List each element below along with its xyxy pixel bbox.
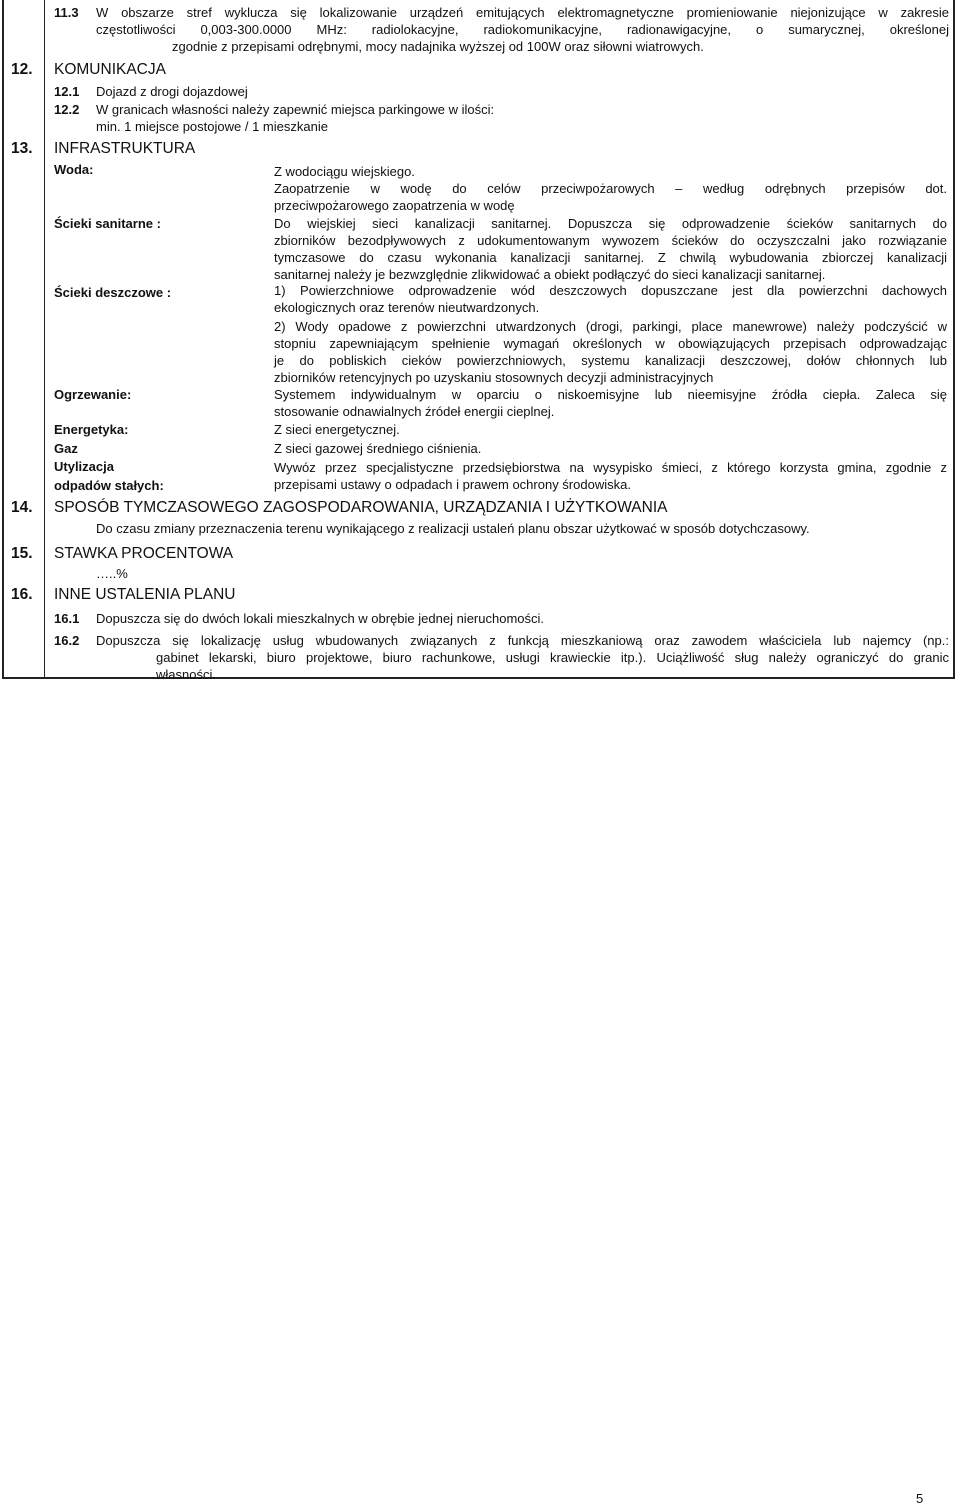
label-utylizacja: Utylizacja [54, 459, 114, 474]
section-title-inne: INNE USTALENIA PLANU [54, 586, 236, 603]
item-12-2-text-2: min. 1 miejsce postojowe / 1 mieszkanie [96, 119, 328, 134]
section-title-sposob: SPOSÓB TYMCZASOWEGO ZAGOSPODAROWANIA, URZĄDZANIA I UŻYTKOWANIA [54, 499, 668, 516]
utylizacja-line-2: przepisami ustawy o odpadach i prawem ochrony środowiska. [274, 477, 631, 492]
sanitarne-line-2: zbiorników bezodpływowych z udokumentowanym wywozem ścieków do oczyszczalni jako rozwiązanie [274, 233, 947, 248]
deszczowe-line-6: zbiorników retencyjnych po uzyskaniu stosownych decyzji administracyjnych [274, 370, 714, 385]
section-title-komunikacja: KOMUNIKACJA [54, 61, 166, 78]
deszczowe-line-1: 1) Powierzchniowe odprowadzenie wód deszczowych dopuszczane jest dla powierzchni dachowych [274, 283, 947, 298]
item-16-2-line-3: własności. [156, 667, 216, 682]
section-title-infrastruktura: INFRASTRUKTURA [54, 140, 196, 157]
deszczowe-line-5: je do pobliskich cieków powierzchniowych, systemu kanalizacji deszczowej, dołów chłonnych lub [274, 353, 947, 368]
item-16-2-line-1: Dopuszcza się lokalizację usług wbudowanych związanych z funkcją mieszkaniową oraz zawodem właściciela lub najemcy (np.: [96, 633, 949, 648]
label-odpadow-stalych: odpadów stałych: [54, 478, 164, 493]
item-number-11-3: 11.3 [54, 5, 79, 20]
deszczowe-line-3: 2) Wody opadowe z powierzchni utwardzonych (drogi, parkingi, place manewrowe) należy podczyścić w [274, 319, 947, 334]
sanitarne-line-1: Do wiejskiej sieci kanalizacji sanitarnej. Dopuszcza się odprowadzenie ścieków sanitarnych do [274, 216, 947, 231]
woda-line-3: przeciwpożarowego zaopatrzenia w wodę [274, 198, 515, 213]
item-number-16-1: 16.1 [54, 611, 80, 626]
woda-line-1: Z wodociągu wiejskiego. [274, 164, 415, 179]
deszczowe-line-2: ekologicznych oraz terenów nieutwardzonych. [274, 300, 540, 315]
section-number-15: 15. [11, 545, 33, 562]
label-ogrzewanie: Ogrzewanie: [54, 387, 132, 402]
section-number-12: 12. [11, 61, 33, 78]
item-number-12-1: 12.1 [54, 84, 80, 99]
stawka-value: …..% [96, 566, 128, 581]
item-number-12-2: 12.2 [54, 102, 80, 117]
sanitarne-line-4: sanitarnej należy je bezwzględnie zlikwidować a obiekt podłączyć do sieci kanalizacji sanitarnej. [274, 267, 826, 282]
section-number-13: 13. [11, 140, 33, 157]
label-woda: Woda: [54, 162, 94, 177]
item-number-16-2: 16.2 [54, 633, 80, 648]
energetyka-text: Z sieci energetycznej. [274, 422, 400, 437]
section-14-text: Do czasu zmiany przeznaczenia terenu wynikającego z realizacji ustaleń planu obszar użytkować w sposób dotychczasowy. [96, 521, 810, 536]
ogrzewanie-line-1: Systemem indywidualnym w oparciu o niskoemisyjne lub nieemisyjne źródła ciepła. Zaleca się [274, 387, 947, 402]
item-11-3-line-2: częstotliwości 0,003-300.0000 MHz: radiolokacyjne, radiokomunikacyjne, radionawigacyjne, o sumarycznej, określonej [96, 22, 949, 37]
item-12-1-text: Dojazd z drogi dojazdowej [96, 84, 248, 99]
utylizacja-line-1: Wywóz przez specjalistyczne przedsiębiorstwa na wysypisko śmieci, z którego korzysta gmina, zgodnie z [274, 460, 947, 475]
ogrzewanie-line-2: stosowanie odnawialnych źródeł energii cieplnej. [274, 404, 555, 419]
item-16-2-line-2: gabinet lekarski, biuro projektowe, biuro rachunkowe, usługi krawieckie itp.). Uciążliwość sług należy ograniczyć do granic [156, 650, 949, 665]
label-gaz: Gaz [54, 441, 78, 456]
column-divider [44, 0, 45, 679]
item-11-3-line-3: zgodnie z przepisami odrębnymi, mocy nadajnika wyższej od 100W oraz siłowni wiatrowych. [172, 39, 704, 54]
item-11-3-line-1: W obszarze stref wyklucza się lokalizowanie urządzeń emitujących elektromagnetyczne promieniowanie niejonizujące w zakresie [96, 5, 949, 20]
section-title-stawka: STAWKA PROCENTOWA [54, 545, 234, 562]
item-16-1-text: Dopuszcza się do dwóch lokali mieszkalnych w obrębie jednej nieruchomości. [96, 611, 544, 626]
page-number: 5 [916, 1491, 924, 1506]
label-scieki-deszczowe: Ścieki deszczowe : [54, 285, 172, 300]
sanitarne-line-3: tymczasowe do czasu wykonania kanalizacji sanitarnej. Z chwilą wybudowania zbiorczej kanalizacji [274, 250, 947, 265]
label-energetyka: Energetyka: [54, 422, 129, 437]
gaz-text: Z sieci gazowej średniego ciśnienia. [274, 441, 482, 456]
label-scieki-sanitarne: Ścieki sanitarne : [54, 216, 161, 231]
section-number-16: 16. [11, 586, 33, 603]
item-12-2-text: W granicach własności należy zapewnić miejsca parkingowe w ilości: [96, 102, 495, 117]
deszczowe-line-4: stopniu zapewniającym spełnienie wymagań określonych w obowiązujących przepisach odprowadzając [274, 336, 947, 351]
woda-line-2: Zaopatrzenie w wodę do celów przeciwpożarowych – według odrębnych przepisów dot. [274, 181, 947, 196]
section-number-14: 14. [11, 499, 33, 516]
